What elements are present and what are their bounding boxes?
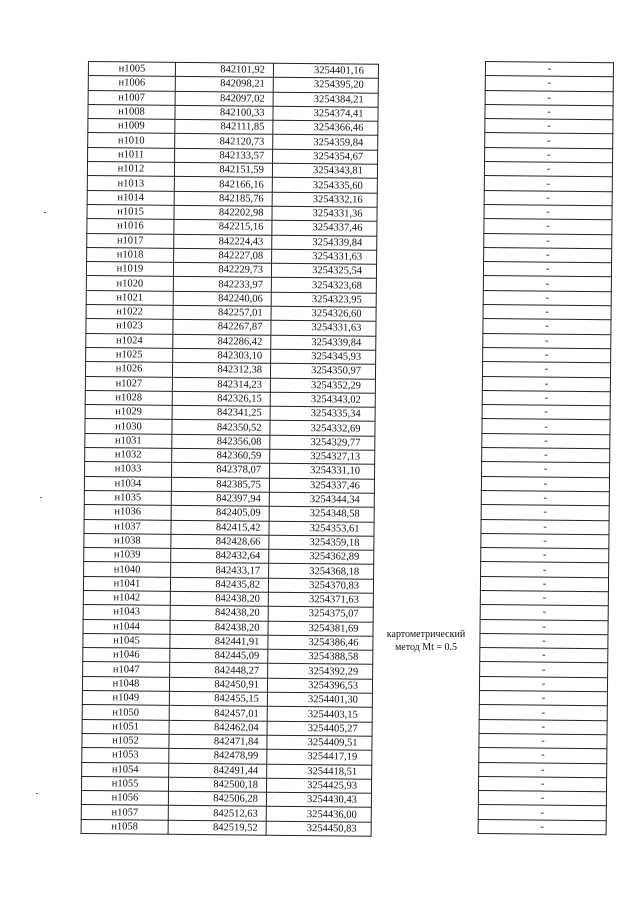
point-id-cell: н1025 (86, 347, 173, 362)
table-row (485, 119, 613, 135)
point-id-cell: н1035 (84, 490, 171, 505)
y-coordinate-cell: 3254388,58 (268, 649, 373, 664)
accuracy-cell: - (484, 219, 612, 235)
accuracy-cell: - (481, 519, 609, 535)
accuracy-cell: - (481, 548, 609, 564)
point-id-cell: н1008 (88, 104, 175, 119)
y-coordinate-cell: 3254354,67 (273, 149, 378, 164)
y-coordinate-cell: 3254368,18 (269, 564, 374, 579)
accuracy-cell: - (484, 190, 612, 206)
accuracy-cell: - (480, 648, 608, 664)
point-id-cell: н1026 (85, 362, 172, 377)
table-row (481, 505, 609, 521)
x-coordinate-cell: 842455,15 (169, 691, 267, 706)
table-row (481, 533, 609, 549)
x-coordinate-cell: 842240,06 (173, 291, 271, 306)
table-row (481, 562, 609, 578)
point-id-cell: н1031 (85, 433, 172, 448)
y-coordinate-cell: 3254430,43 (266, 792, 371, 807)
table-row (485, 62, 613, 78)
x-coordinate-cell: 842111,85 (175, 120, 273, 135)
y-coordinate-cell: 3254335,60 (272, 178, 377, 193)
y-coordinate-cell: 3254343,02 (270, 392, 375, 407)
point-id-cell: н1012 (87, 162, 174, 177)
x-coordinate-cell: 842438,20 (170, 606, 268, 621)
x-coordinate-cell: 842506,28 (168, 791, 266, 806)
y-coordinate-cell: 3254323,68 (271, 278, 376, 293)
x-coordinate-cell: 842257,01 (173, 305, 271, 320)
y-coordinate-cell: 3254329,77 (270, 435, 375, 450)
accuracy-cell: - (484, 247, 612, 263)
point-id-cell: н1021 (86, 290, 173, 305)
point-id-cell: н1050 (82, 705, 169, 720)
y-coordinate-cell: 3254339,84 (271, 335, 376, 350)
table-row (484, 162, 612, 178)
x-coordinate-cell: 842229,73 (173, 262, 271, 277)
x-coordinate-cell: 842120,73 (175, 134, 273, 149)
coordinates-table (81, 61, 379, 837)
table-row (479, 691, 607, 707)
point-id-cell: н1014 (87, 190, 174, 205)
accuracy-cell: - (480, 662, 608, 678)
accuracy-cell: - (480, 619, 608, 635)
point-id-cell: н1006 (88, 76, 175, 91)
y-coordinate-cell: 3254350,97 (270, 364, 375, 379)
x-coordinate-cell: 842435,82 (170, 577, 268, 592)
accuracy-cell: - (478, 776, 606, 792)
point-id-cell: н1027 (85, 376, 172, 391)
x-coordinate-cell: 842101,92 (175, 62, 273, 77)
y-coordinate-cell: 3254331,63 (272, 249, 377, 264)
x-coordinate-cell: 842432,64 (171, 548, 269, 563)
accuracy-cell: - (482, 448, 610, 464)
y-coordinate-cell: 3254436,00 (266, 807, 371, 822)
table-row (81, 819, 371, 836)
table-row (480, 662, 608, 678)
y-coordinate-cell: 3254326,60 (271, 306, 376, 321)
x-coordinate-cell: 842438,20 (170, 591, 268, 606)
x-coordinate-cell: 842519,52 (168, 820, 266, 835)
point-id-cell: н1018 (87, 247, 174, 262)
table-row (483, 333, 611, 349)
point-id-cell: н1022 (86, 305, 173, 320)
table-row (480, 619, 608, 635)
y-coordinate-cell: 3254375,07 (268, 607, 373, 622)
y-coordinate-cell: 3254359,84 (273, 135, 378, 150)
y-coordinate-cell: 3254353,61 (269, 521, 374, 536)
y-coordinate-cell: 3254396,53 (267, 678, 372, 693)
y-coordinate-cell: 3254366,46 (273, 120, 378, 135)
accuracy-cell: - (481, 490, 609, 506)
table-row (485, 133, 613, 149)
point-id-cell: н1058 (81, 819, 168, 834)
point-id-cell: н1045 (83, 633, 170, 648)
point-id-cell: н1010 (88, 133, 175, 148)
point-id-cell: н1015 (87, 204, 174, 219)
y-coordinate-cell: 3254395,20 (273, 78, 378, 93)
y-coordinate-cell: 3254325,54 (271, 263, 376, 278)
x-coordinate-cell: 842450,91 (169, 677, 267, 692)
point-id-cell: н1029 (85, 405, 172, 420)
x-coordinate-cell: 842151,59 (174, 162, 272, 177)
accuracy-cell: - (483, 305, 611, 321)
table-row (482, 419, 610, 435)
accuracy-cell: - (482, 390, 610, 406)
method-note-line-1: картометрический (386, 629, 466, 640)
x-coordinate-cell: 842267,87 (173, 320, 271, 335)
x-coordinate-cell: 842356,08 (172, 434, 270, 449)
accuracy-cell: - (484, 233, 612, 249)
x-coordinate-cell: 842445,09 (170, 648, 268, 663)
accuracy-cell: - (485, 133, 613, 149)
y-coordinate-cell: 3254359,18 (269, 535, 374, 550)
table-row (478, 791, 606, 807)
x-coordinate-cell: 842224,43 (174, 234, 272, 249)
y-coordinate-cell: 3254352,29 (270, 378, 375, 393)
table-row (479, 762, 607, 778)
x-coordinate-cell: 842433,17 (171, 563, 269, 578)
x-coordinate-cell: 842233,97 (173, 277, 271, 292)
y-coordinate-cell: 3254386,46 (268, 635, 373, 650)
point-id-cell: н1030 (85, 419, 172, 434)
x-coordinate-cell: 842500,18 (168, 777, 266, 792)
point-id-cell: н1038 (84, 533, 171, 548)
accuracy-cell: - (481, 562, 609, 578)
y-coordinate-cell: 3254332,69 (270, 421, 375, 436)
table-row (483, 290, 611, 306)
y-coordinate-cell: 3254339,84 (272, 235, 377, 250)
table-row (484, 204, 612, 220)
point-id-cell: н1013 (87, 176, 174, 191)
y-coordinate-cell: 3254362,89 (269, 549, 374, 564)
point-id-cell: н1034 (84, 476, 171, 491)
point-id-cell: н1016 (87, 219, 174, 234)
x-coordinate-cell: 842360,59 (172, 448, 270, 463)
accuracy-cell: - (482, 433, 610, 449)
x-coordinate-cell: 842098,21 (175, 77, 273, 92)
y-coordinate-cell: 3254417,19 (267, 749, 372, 764)
y-coordinate-cell: 3254323,95 (271, 292, 376, 307)
accuracy-cell: - (483, 347, 611, 363)
table-row (482, 462, 610, 478)
table-row (483, 347, 611, 363)
accuracy-cell: - (484, 162, 612, 178)
y-coordinate-cell: 3254450,83 (266, 821, 371, 836)
table-row (479, 748, 607, 764)
point-id-cell: н1054 (82, 762, 169, 777)
method-note (376, 628, 476, 654)
table-row (478, 819, 606, 835)
y-coordinate-cell: 3254401,30 (267, 692, 372, 707)
x-coordinate-cell: 842428,66 (171, 534, 269, 549)
table-row (483, 305, 611, 321)
y-coordinate-cell: 3254348,58 (269, 506, 374, 521)
accuracy-cell: - (482, 362, 610, 378)
point-id-cell: н1044 (83, 619, 170, 634)
x-coordinate-cell: 842378,07 (172, 463, 270, 478)
y-coordinate-cell: 3254331,10 (270, 464, 375, 479)
accuracy-cell: - (479, 733, 607, 749)
table-row (479, 705, 607, 721)
accuracy-cell: - (485, 119, 613, 135)
accuracy-cell: - (482, 462, 610, 478)
y-coordinate-cell: 3254392,29 (268, 664, 373, 679)
table-row (482, 376, 610, 392)
x-coordinate-cell: 842405,09 (171, 506, 269, 521)
point-id-cell: н1055 (81, 776, 168, 791)
y-coordinate-cell: 3254370,83 (268, 578, 373, 593)
x-coordinate-cell: 842215,16 (174, 220, 272, 235)
point-id-cell: н1043 (83, 605, 170, 620)
x-coordinate-cell: 842303,10 (173, 348, 271, 363)
table-row (484, 219, 612, 235)
accuracy-cell: - (481, 533, 609, 549)
accuracy-column-table (478, 61, 614, 835)
point-id-cell: н1049 (82, 691, 169, 706)
table-row (480, 576, 608, 592)
x-coordinate-cell: 842100,33 (175, 105, 273, 120)
accuracy-cell: - (483, 262, 611, 278)
accuracy-cell: - (485, 76, 613, 92)
y-coordinate-cell: 3254403,15 (267, 707, 372, 722)
x-coordinate-cell: 842097,02 (175, 91, 273, 106)
accuracy-cell: - (479, 705, 607, 721)
method-note-line-2: метод Mt = 0.5 (394, 642, 458, 653)
table-row (481, 519, 609, 535)
x-coordinate-cell: 842350,52 (172, 420, 270, 435)
accuracy-cell: - (485, 62, 613, 78)
table-row (484, 233, 612, 249)
accuracy-cell: - (481, 505, 609, 521)
table-row (485, 104, 613, 120)
y-coordinate-cell: 3254405,27 (267, 721, 372, 736)
point-id-cell: н1051 (82, 719, 169, 734)
table-row (482, 433, 610, 449)
point-id-cell: н1036 (84, 505, 171, 520)
x-coordinate-cell: 842185,76 (174, 191, 272, 206)
x-coordinate-cell: 842438,20 (170, 620, 268, 635)
table-row (479, 733, 607, 749)
accuracy-cell: - (483, 319, 611, 335)
accuracy-cell: - (478, 805, 606, 821)
accuracy-cell: - (479, 762, 607, 778)
y-coordinate-cell: 3254331,63 (271, 321, 376, 336)
x-coordinate-cell: 842512,63 (168, 806, 266, 821)
point-id-cell: н1033 (85, 462, 172, 477)
x-coordinate-cell: 842385,75 (171, 477, 269, 492)
accuracy-cell: - (482, 405, 610, 421)
point-id-cell: н1037 (84, 519, 171, 534)
point-id-cell: н1040 (84, 562, 171, 577)
point-id-cell: н1024 (86, 333, 173, 348)
table-row (482, 390, 610, 406)
table-row (482, 362, 610, 378)
table-row (480, 590, 608, 606)
accuracy-cell: - (480, 576, 608, 592)
y-coordinate-cell: 3254345,93 (271, 349, 376, 364)
scan-speck (44, 212, 46, 213)
x-coordinate-cell: 842202,98 (174, 205, 272, 220)
point-id-cell: н1048 (82, 676, 169, 691)
point-id-cell: н1032 (85, 448, 172, 463)
y-coordinate-cell: 3254409,51 (267, 735, 372, 750)
accuracy-cell: - (485, 104, 613, 120)
accuracy-cell: - (479, 719, 607, 735)
point-id-cell: н1039 (84, 548, 171, 563)
y-coordinate-cell: 3254401,16 (273, 63, 378, 78)
point-id-cell: н1042 (83, 590, 170, 605)
x-coordinate-cell: 842326,15 (172, 391, 270, 406)
table-row (485, 90, 613, 106)
y-coordinate-cell: 3254327,13 (270, 449, 375, 464)
point-id-cell: н1011 (88, 147, 175, 162)
table-row (481, 476, 609, 492)
point-id-cell: н1007 (88, 90, 175, 105)
accuracy-cell: - (479, 676, 607, 692)
y-coordinate-cell: 3254371,63 (268, 592, 373, 607)
point-id-cell: н1019 (86, 262, 173, 277)
x-coordinate-cell: 842341,25 (172, 405, 270, 420)
table-row (480, 605, 608, 621)
table-row (481, 490, 609, 506)
accuracy-cell: - (484, 176, 612, 192)
accuracy-cell: - (482, 376, 610, 392)
accuracy-cell: - (485, 147, 613, 163)
x-coordinate-cell: 842471,84 (169, 734, 267, 749)
point-id-cell: н1056 (81, 791, 168, 806)
scan-speck (36, 793, 38, 794)
point-id-cell: н1009 (88, 119, 175, 134)
point-id-cell: н1046 (83, 648, 170, 663)
y-coordinate-cell: 3254418,51 (267, 764, 372, 779)
point-id-cell: н1028 (85, 390, 172, 405)
accuracy-column-body (478, 62, 613, 835)
x-coordinate-cell: 842312,38 (172, 363, 270, 378)
y-coordinate-cell: 3254335,34 (270, 406, 375, 421)
table-row (478, 776, 606, 792)
table-row (480, 648, 608, 664)
accuracy-cell: - (483, 276, 611, 292)
y-coordinate-cell: 3254344,34 (269, 492, 374, 507)
point-id-cell: н1017 (87, 233, 174, 248)
coordinates-table-body (81, 62, 378, 837)
accuracy-cell: - (478, 819, 606, 835)
table-row (482, 448, 610, 464)
table-row (484, 176, 612, 192)
scan-speck (40, 497, 42, 498)
table-row (482, 405, 610, 421)
table-row (485, 147, 613, 163)
x-coordinate-cell: 842441,91 (170, 634, 268, 649)
table-row (483, 276, 611, 292)
table-row (478, 805, 606, 821)
accuracy-cell: - (484, 204, 612, 220)
x-coordinate-cell: 842286,42 (173, 334, 271, 349)
table-row (479, 676, 607, 692)
x-coordinate-cell: 842462,04 (169, 720, 267, 735)
x-coordinate-cell: 842457,01 (169, 706, 267, 721)
y-coordinate-cell: 3254332,16 (272, 192, 377, 207)
point-id-cell: н1005 (88, 62, 175, 77)
table-row (481, 548, 609, 564)
accuracy-cell: - (479, 748, 607, 764)
x-coordinate-cell: 842166,16 (174, 177, 272, 192)
x-coordinate-cell: 842133,57 (175, 148, 273, 163)
x-coordinate-cell: 842491,44 (169, 763, 267, 778)
point-id-cell: н1023 (86, 319, 173, 334)
table-row (485, 76, 613, 92)
point-id-cell: н1053 (82, 748, 169, 763)
accuracy-cell: - (481, 476, 609, 492)
accuracy-cell: - (482, 419, 610, 435)
x-coordinate-cell: 842314,23 (172, 377, 270, 392)
point-id-cell: н1041 (83, 576, 170, 591)
accuracy-cell: - (480, 605, 608, 621)
x-coordinate-cell: 842415,42 (171, 520, 269, 535)
x-coordinate-cell: 842478,99 (169, 749, 267, 764)
table-row (483, 262, 611, 278)
y-coordinate-cell: 3254374,41 (273, 106, 378, 121)
y-coordinate-cell: 3254384,21 (273, 92, 378, 107)
table-row (483, 319, 611, 335)
x-coordinate-cell: 842397,94 (171, 491, 269, 506)
accuracy-cell: - (483, 290, 611, 306)
accuracy-cell: - (479, 691, 607, 707)
accuracy-cell: - (480, 633, 608, 649)
point-id-cell: н1020 (86, 276, 173, 291)
table-row (484, 190, 612, 206)
point-id-cell: н1057 (81, 805, 168, 820)
x-coordinate-cell: 842227,08 (174, 248, 272, 263)
accuracy-cell: - (478, 791, 606, 807)
y-coordinate-cell: 3254343,81 (272, 163, 377, 178)
table-row (484, 247, 612, 263)
table-row (479, 719, 607, 735)
y-coordinate-cell: 3254331,36 (272, 206, 377, 221)
y-coordinate-cell: 3254425,93 (266, 778, 371, 793)
y-coordinate-cell: 3254381,69 (268, 621, 373, 636)
x-coordinate-cell: 842448,27 (170, 663, 268, 678)
accuracy-cell: - (483, 333, 611, 349)
accuracy-cell: - (480, 590, 608, 606)
y-coordinate-cell: 3254337,46 (272, 221, 377, 236)
point-id-cell: н1052 (82, 733, 169, 748)
y-coordinate-cell: 3254337,46 (269, 478, 374, 493)
accuracy-cell: - (485, 90, 613, 106)
point-id-cell: н1047 (83, 662, 170, 677)
table-row (480, 633, 608, 649)
